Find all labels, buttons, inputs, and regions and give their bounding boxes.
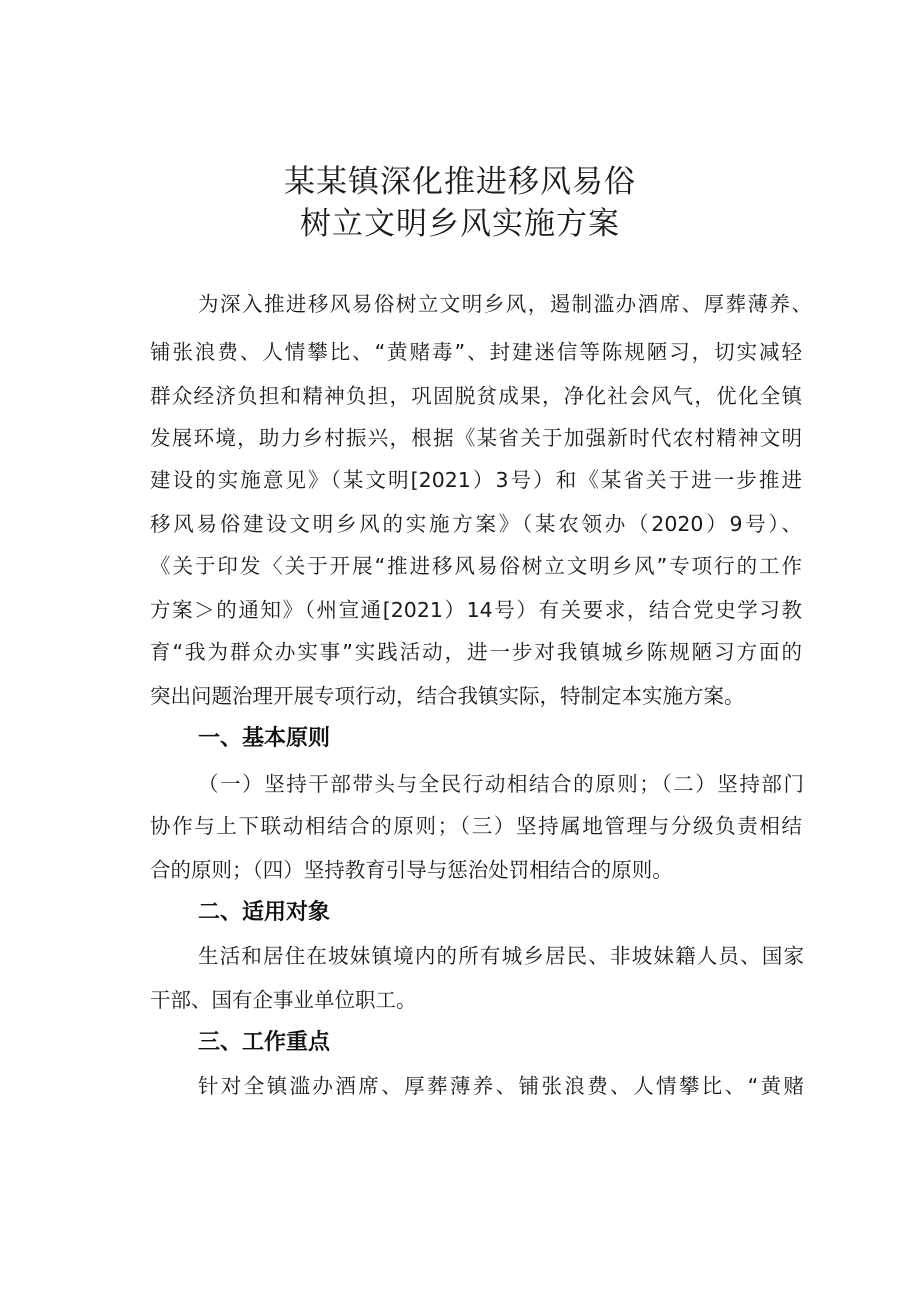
- intro-line-1: 为深入推进移风易俗树立文明乡风，遏制滥办酒席、厚葬薄养、: [198, 292, 812, 316]
- intro-line-6: 移风易俗建设文明乡风的实施方案》（某农领办（2020）9号）、: [150, 512, 802, 536]
- section-2-line-2: 干部、国有企事业单位职工。: [150, 988, 417, 1012]
- intro-line-3: 群众经济负担和精神负担，巩固脱贫成果，净化社会风气，优化全镇: [150, 384, 802, 408]
- section-2-line-1: 生活和居住在坡妹镇境内的所有城乡居民、非坡妹籍人员、国家: [198, 944, 804, 968]
- intro-line-8: 方案＞的通知》（州宣通[2021）14号）有关要求，结合党史学习教: [150, 598, 802, 622]
- intro-line-7: 《关于印发〈关于开展“推进移风易俗树立文明乡风”专项行的工作: [150, 554, 802, 578]
- section-1-heading: 一、基本原则: [198, 726, 331, 751]
- section-1-line-3: 合的原则；（四）坚持教育引导与惩治处罚相结合的原则。: [150, 858, 673, 882]
- section-3-heading: 三、工作重点: [198, 1030, 331, 1055]
- intro-line-2: 铺张浪费、人情攀比、“黄赌毒”、封建迷信等陈规陋习，切实减轻: [150, 340, 802, 364]
- intro-line-9: 育“我为群众办实事”实践活动，进一步对我镇城乡陈规陋习方面的: [150, 640, 802, 664]
- section-3-line-1: 针对全镇滥办酒席、厚葬薄养、铺张浪费、人情攀比、“黄赌: [198, 1074, 804, 1098]
- document-title-line-1: 某某镇深化推进移风易俗: [284, 164, 636, 200]
- intro-line-5: 建设的实施意见》（某文明[2021）3号）和《某省关于进一步推进: [150, 468, 802, 492]
- section-2-heading: 二、适用对象: [198, 900, 331, 925]
- intro-line-4: 发展环境，助力乡村振兴，根据《某省关于加强新时代农村精神文明: [150, 426, 802, 450]
- section-1-line-1: （一）坚持干部带头与全民行动相结合的原则；（二）坚持部门: [198, 772, 804, 796]
- document-title-line-2: 树立文明乡风实施方案: [300, 206, 620, 242]
- intro-line-10: 突出问题治理开展专项行动，结合我镇实际，特制定本实施方案。: [150, 684, 745, 708]
- section-1-line-2: 协作与上下联动相结合的原则；（三）坚持属地管理与分级负责相结: [150, 814, 802, 838]
